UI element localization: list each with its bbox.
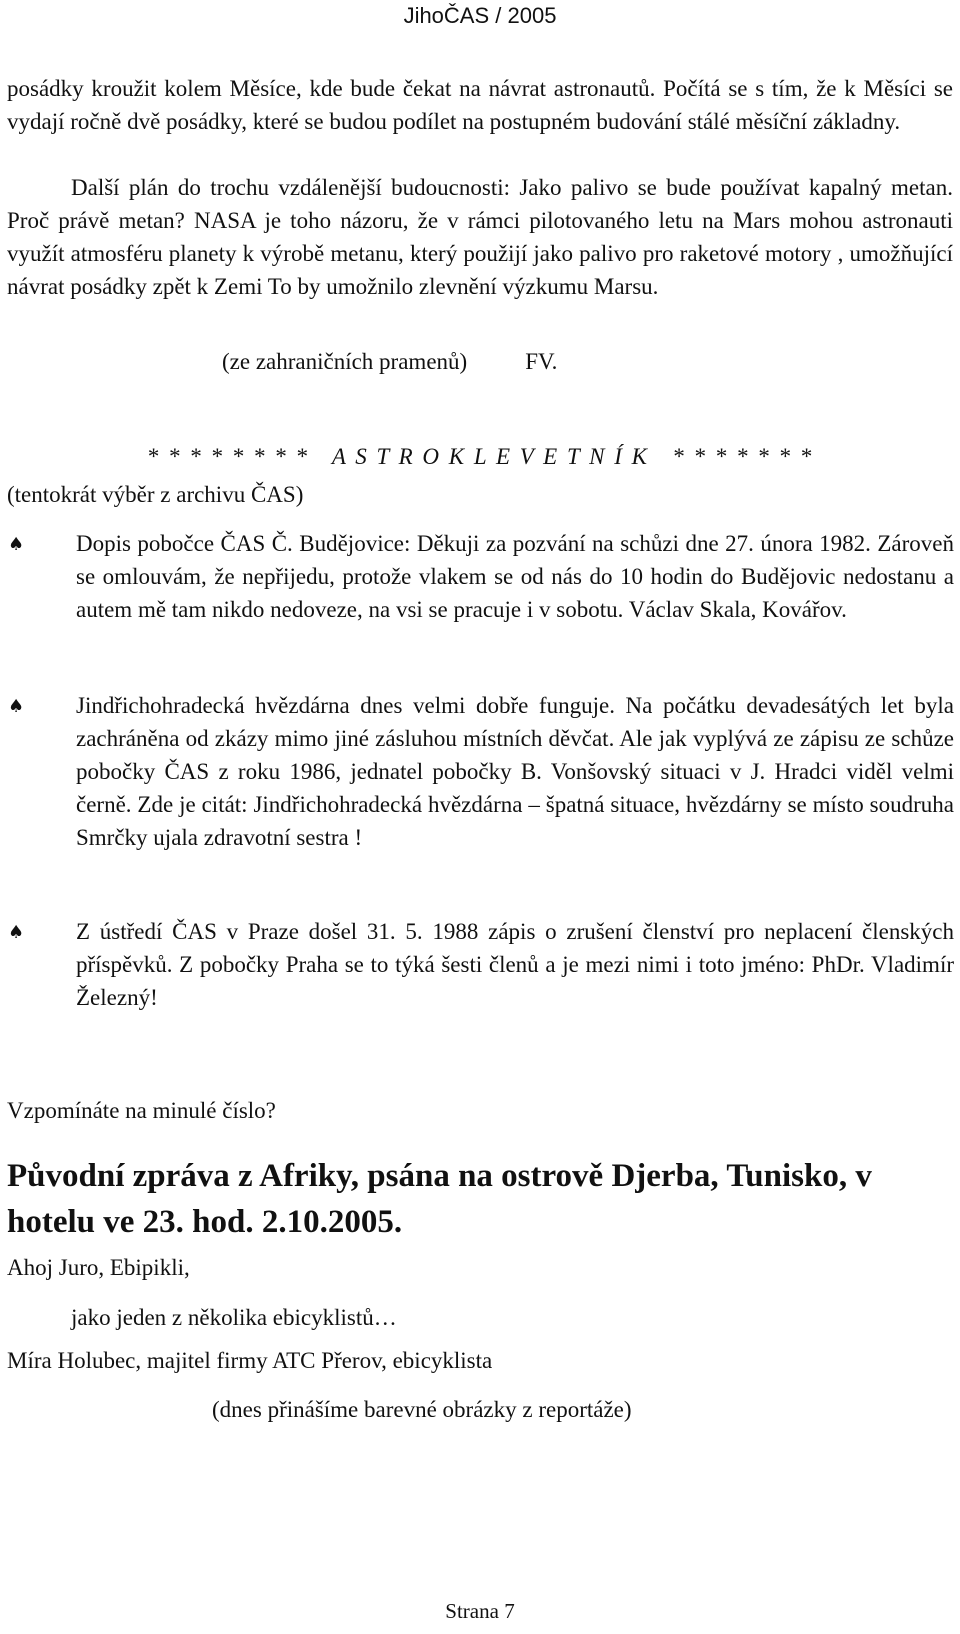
report-note: (dnes přinášíme barevné obrázky z reportáže) — [212, 1397, 632, 1422]
list-item-text: Dopis pobočce ČAS Č. Budějovice: Děkuji za pozvání na schůzi dne 27. února 1982. Zároveň se omlouvám, že nepřijedu, protože vlakem se od nás do 10 hodin do Budějovic nedostanu a autem mě tam nikdo nedoveze, na vsi se pracuje i v sobotu. Václav Skala, Kovářov. — [76, 531, 954, 622]
report-question: Vzpomínáte na minulé číslo? — [7, 1098, 276, 1123]
spade-bullet-icon: ♠ — [8, 922, 25, 943]
astroklevetnik-subtitle: (tentokrát výběr z archivu ČAS) — [7, 482, 304, 507]
report-greeting: Ahoj Juro, Ebipikli, — [7, 1255, 190, 1280]
page-header: JihoČAS / 2005 — [403, 3, 557, 28]
spade-bullet-icon: ♠ — [8, 696, 25, 717]
list-item-text: Jindřichohradecká hvězdárna dnes velmi dobře funguje. Na počátku devadesátých let byla zachráněna od zkázy mimo jiné zásluhou místních děvčat. Ale jak vyplývá ze zápisu ze schůze pobočky ČAS z roku 1986, jednatel pobočky B. Vonšovský situaci v J. Hradci viděl velmi černě. Zde je citát: Jindřichohradecká hvězdárna – špatná situace, hvězdárny se místo soudruha Smrčky ujala zdravotní sestra ! — [76, 693, 954, 850]
credit-source: (ze zahraničních pramenů) — [222, 349, 468, 374]
report-signature: Míra Holubec, majitel firmy ATC Přerov, ebicyklista — [7, 1348, 493, 1373]
article-paragraph-2-text: Další plán do trochu vzdálenější budoucnosti: Jako palivo se bude používat kapalný metan. Proč právě metan? NASA je toho názoru, že v rámci pilotovaného letu na Mars mohou astronauti využít atmosféru planety k výrobě metanu, který použijí jako palivo pro raketové motory , umožňující návrat posádky zpět k Zemi To by umožnilo zlevnění výzkumu Marsu. — [7, 175, 953, 299]
astroklevetnik-heading: * * * * * * * * A S T R O K L E V E T N Í K * * * * * * * — [146, 444, 814, 469]
page-number: Strana 7 — [445, 1599, 515, 1623]
report-line: jako jeden z několika ebicyklistů… — [71, 1305, 397, 1330]
article-credit — [222, 345, 557, 378]
list-item-text: Z ústředí ČAS v Praze došel 31. 5. 1988 zápis o zrušení členství pro neplacení členských příspěvků. Z pobočky Praha se to týká šesti členů a je mezi nimi i toto jméno: PhDr. Vladimír Železný! — [76, 919, 954, 1010]
article-paragraph-1: posádky kroužit kolem Měsíce, kde bude čekat na návrat astronautů. Počítá se s tím, že k Měsíci se vydají ročně dvě posádky, které se budou podílet na postupném budování stálé měsíční základny. — [7, 76, 953, 134]
article-paragraph-2 — [7, 171, 953, 303]
report-title: Původní zpráva z Afriky, psána na ostrově Djerba, Tunisko, v hotelu ve 23. hod. 2.10.2005. — [7, 1158, 872, 1240]
spade-bullet-icon: ♠ — [8, 534, 25, 555]
credit-initials: FV. — [525, 349, 558, 374]
